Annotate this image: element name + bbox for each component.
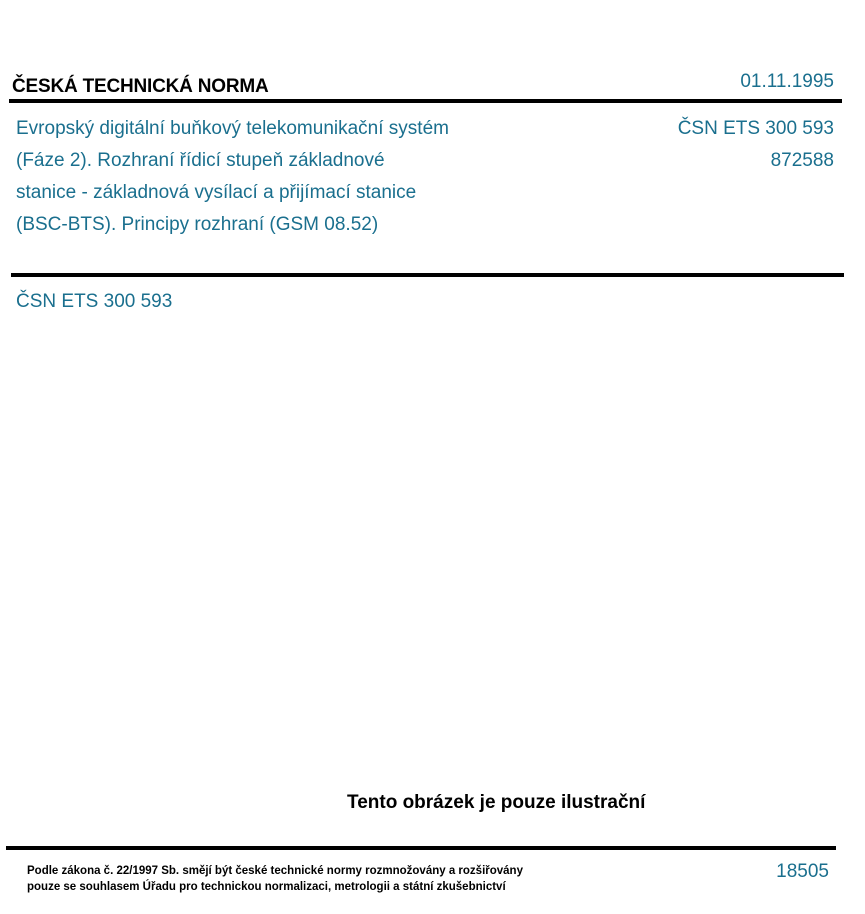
header-divider: [9, 99, 842, 103]
title-line: stanice - základnová vysílací a přijímací stanice: [16, 182, 417, 203]
title-line: (BSC-BTS). Principy rozhraní (GSM 08.52): [16, 214, 379, 235]
legal-line: pouze se souhlasem Úřadu pro technickou normalizaci, metrologii a státní zkušebnictví: [27, 881, 506, 893]
legal-notice: [27, 863, 523, 895]
legal-line: Podle zákona č. 22/1997 Sb. smějí být české technické normy rozmnožovány a rozšiřovány: [27, 865, 523, 877]
document-title: [16, 113, 576, 241]
title-line: (Fáze 2). Rozhraní řídicí stupeň základnové: [16, 150, 385, 171]
standard-identifiers: [678, 113, 834, 177]
title-divider: [11, 273, 844, 277]
issue-date: 01.11.1995: [740, 71, 834, 92]
catalog-number: 872588: [770, 150, 834, 171]
illustration-note: Tento obrázek je pouze ilustrační: [347, 792, 646, 813]
footer-divider: [6, 846, 836, 850]
standard-id: ČSN ETS 300 593: [677, 118, 834, 139]
standard-label: ČSN ETS 300 593: [16, 291, 173, 312]
document-type-heading: ČESKÁ TECHNICKÁ NORMA: [12, 76, 269, 97]
footer-number: 18505: [776, 861, 829, 882]
title-line: Evropský digitální buňkový telekomunikační systém: [16, 118, 449, 139]
